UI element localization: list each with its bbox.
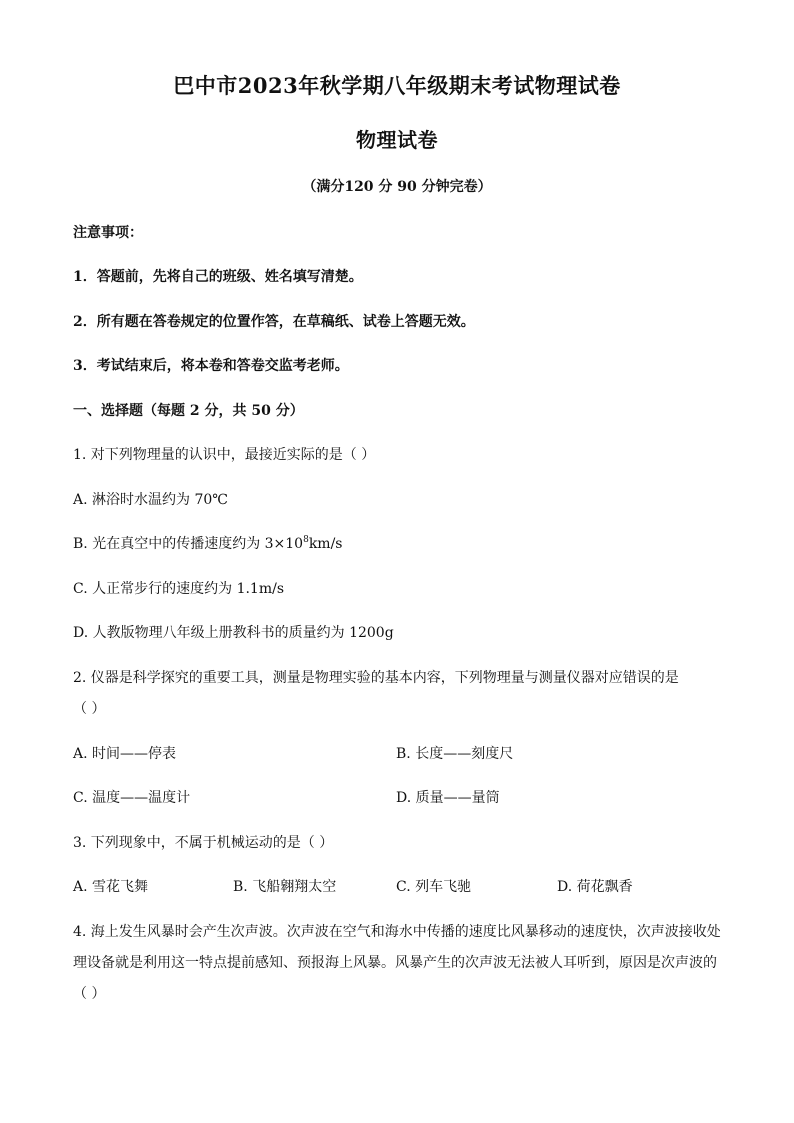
score-time-note: （满分120 分 90 分钟完卷） [302, 179, 492, 195]
question-1-option-a: A. 淋浴时水温约为 70℃ [73, 492, 228, 508]
question-1-option-b-unit: km/s [308, 536, 343, 552]
question-1-option-d: D. 人教版物理八年级上册教科书的质量约为 1200g [73, 625, 394, 641]
section-heading: 一、选择题（每题 2 分，共 50 分） [73, 403, 304, 419]
question-4-stem-line-2: 理设备就是利用这一特点提前感知、预报海上风暴。风暴产生的次声波无法被人耳听到，原因是次声波的 [73, 955, 717, 971]
question-1-option-b-exponent: 8 [303, 535, 309, 545]
question-2-option-a: A. 时间——停表 [73, 746, 177, 762]
question-2-option-d: D. 质量——量筒 [396, 790, 500, 806]
question-1-option-b-prefix: B. 光在真空中的传播速度约为 3×10 [73, 536, 304, 552]
exam-title: 巴中市2023年秋学期八年级期末考试物理试卷 [173, 73, 621, 98]
question-1-stem: 1. 对下列物理量的认识中，最接近实际的是（ ） [73, 447, 376, 463]
instruction-item-1: 1．答题前，先将自己的班级、姓名填写清楚。 [73, 269, 363, 285]
question-3-option-a: A. 雪花飞舞 [73, 879, 149, 895]
question-3-option-d: D. 荷花飘香 [557, 879, 633, 895]
question-2-option-c: C. 温度——温度计 [73, 790, 191, 806]
instruction-item-2: 2．所有题在答卷规定的位置作答，在草稿纸、试卷上答题无效。 [73, 314, 475, 330]
question-2-option-b: B. 长度——刻度尺 [396, 746, 514, 762]
question-2-stem-line-1: 2. 仪器是科学探究的重要工具，测量是物理实验的基本内容，下列物理量与测量仪器对应错误的是 [73, 670, 679, 686]
instructions-heading: 注意事项： [73, 225, 143, 241]
question-4-stem-line-1: 4. 海上发生风暴时会产生次声波。次声波在空气和海水中传播的速度比风暴移动的速度快，次声波接收处 [73, 924, 721, 940]
question-3-stem: 3. 下列现象中，不属于机械运动的是（ ） [73, 835, 334, 851]
instruction-item-3: 3．考试结束后，将本卷和答卷交监考老师。 [73, 358, 349, 374]
question-3-option-b: B. 飞船翱翔太空 [233, 879, 337, 895]
exam-subtitle: 物理试卷 [356, 128, 438, 152]
question-2-stem-line-2: （ ） [73, 701, 106, 717]
question-1-option-b [73, 533, 343, 553]
question-3-option-c: C. 列车飞驰 [396, 879, 472, 895]
question-1-option-c: C. 人正常步行的速度约为 1.1m/s [73, 581, 285, 597]
question-4-stem-line-3: （ ） [73, 986, 106, 1002]
